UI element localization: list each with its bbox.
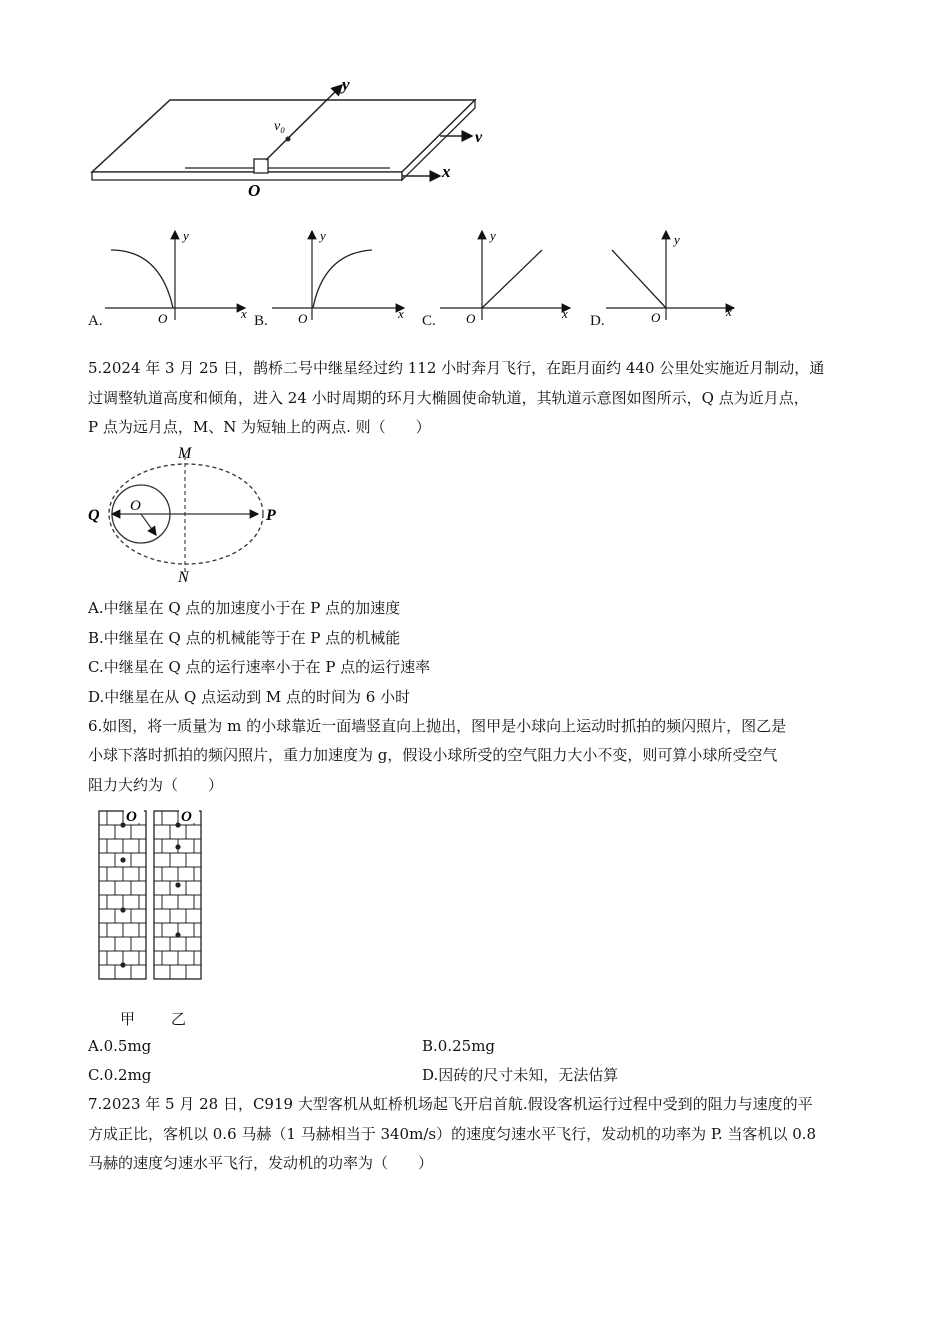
graph-a-label: A. xyxy=(88,313,103,329)
graph-a xyxy=(105,228,255,323)
svg-text:y: y xyxy=(183,228,189,243)
q7-text-line-3: 马赫的速度匀速水平飞行，发动机的功率为（ ） xyxy=(88,1154,434,1172)
q5-text-line-3: P 点为远月点，M、N 为短轴上的两点. 则（ ） xyxy=(88,418,431,436)
q7-text-line-1: 7.2023 年 5 月 28 日，C919 大型客机从虹桥机场起飞开启首航.假设客机运行过程中受到的阻力与速度的平 xyxy=(88,1095,813,1113)
svg-text:x: x xyxy=(398,306,404,321)
block xyxy=(254,159,268,173)
svg-text:y: y xyxy=(320,228,326,243)
svg-text:O: O xyxy=(651,310,661,323)
svg-text:O: O xyxy=(126,809,137,825)
svg-text:N: N xyxy=(178,569,189,584)
q5-option-a: A.中继星在 Q 点的加速度小于在 P 点的加速度 xyxy=(88,599,401,617)
svg-text:x: x xyxy=(241,306,247,321)
graph-b xyxy=(272,228,422,323)
graph-d-label: D. xyxy=(590,313,605,329)
label-x: x xyxy=(442,162,451,181)
q5-orbit-figure xyxy=(86,442,286,584)
svg-text:P: P xyxy=(266,507,276,524)
label-y: y xyxy=(342,75,350,94)
q5-option-b: B.中继星在 Q 点的机械能等于在 P 点的机械能 xyxy=(88,629,401,647)
label-jia: 甲 xyxy=(120,1010,136,1028)
graph-c xyxy=(440,228,590,323)
q6-text-line-2: 小球下落时抓拍的频闪照片，重力加速度为 g，假设小球所受的空气阻力大小不变，则可算小球所受空气 xyxy=(88,746,778,764)
svg-text:O: O xyxy=(298,311,308,323)
svg-text:y: y xyxy=(490,228,496,243)
svg-text:O: O xyxy=(181,809,192,825)
svg-text:M: M xyxy=(178,445,192,462)
svg-text:x: x xyxy=(726,304,732,319)
q5-text-line-2: 过调整轨道高度和倾角，进入 24 小时周期的环月大椭圆使命轨道，其轨道示意图如图所示，Q 点为近月点， xyxy=(88,389,809,407)
svg-text:x: x xyxy=(562,306,568,321)
graph-b-label: B. xyxy=(254,313,268,329)
svg-text:y: y xyxy=(674,232,680,247)
q4-plate-figure xyxy=(80,60,500,210)
wall-yi xyxy=(154,811,201,979)
plate-edge xyxy=(92,172,402,180)
q7-text-line-2: 方成正比，客机以 0.6 马赫（1 马赫相当于 340m/s）的速度匀速水平飞行，发动机的功率为 P. 当客机以 0.8 xyxy=(88,1125,817,1143)
q6-option-c: C.0.2mg xyxy=(88,1066,152,1084)
label-O: O xyxy=(248,181,261,200)
label-v0: v₀ xyxy=(274,119,286,134)
q6-option-d: D.因砖的尺寸未知，无法估算 xyxy=(422,1066,619,1084)
svg-text:O: O xyxy=(466,311,476,323)
q6-option-b: B.0.25mg xyxy=(422,1037,496,1055)
q6-option-a: A.0.5mg xyxy=(88,1037,152,1055)
q6-text-line-1: 6.如图，将一质量为 m 的小球靠近一面墙竖直向上抛出，图甲是小球向上运动时抓拍的频闪照片，图乙是 xyxy=(88,717,787,735)
label-v: v xyxy=(475,129,483,146)
q5-option-d: D.中继星在从 Q 点运动到 M 点的时间为 6 小时 xyxy=(88,688,411,706)
q5-option-c: C.中继星在 Q 点的运行速率小于在 P 点的运行速率 xyxy=(88,658,431,676)
wall-jia xyxy=(99,811,146,979)
q6-text-line-3: 阻力大约为（ ） xyxy=(88,776,224,794)
svg-text:O: O xyxy=(158,311,168,323)
label-yi: 乙 xyxy=(171,1010,187,1028)
svg-text:Q: Q xyxy=(88,507,100,524)
q6-brick-wall-figure xyxy=(95,805,210,985)
svg-text:O: O xyxy=(130,498,141,514)
q5-text-line-1: 5.2024 年 3 月 25 日，鹊桥二号中继星经过约 112 小时奔月飞行，在距月面约 440 公里处实施近月制动，通 xyxy=(88,359,825,377)
graph-d xyxy=(606,228,756,323)
graph-c-label: C. xyxy=(422,313,436,329)
